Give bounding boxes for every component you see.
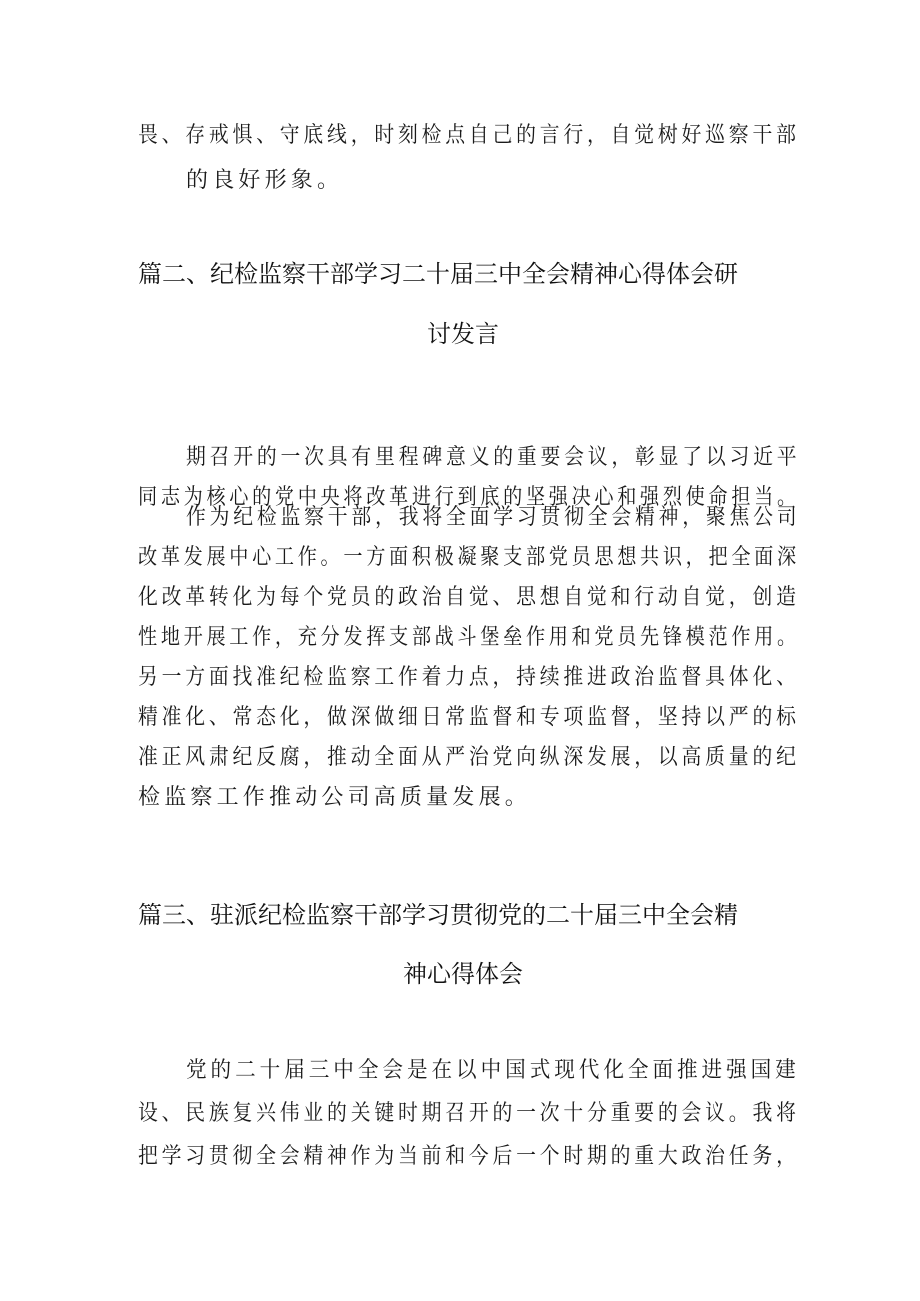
section2-para2-line-8: 检监察工作推动公司高质量发展。 [138,785,532,810]
section2-para1-line-2: 同志为核心的党中央将改革进行到底的坚强决心和强烈使命担当。 [138,485,800,510]
section2-title-line-2: 讨发言 [427,320,499,348]
section2-para2-line-5: 另一方面找准纪检监察工作着力点，持续推进政治监督具体化、 [138,665,800,690]
section2-para2-line-4: 性地开展工作，充分发挥支部战斗堡垒作用和党员先锋模范作用。 [138,625,800,650]
section2-para2-line-1: 作为纪检监察干部，我将全面学习贯彻全会精神，聚焦公司 [186,505,801,530]
section2-para1-line-1: 期召开的一次具有里程碑意义的重要会议，彰显了以习近平 [186,445,801,470]
section2-para2-line-2: 改革发展中心工作。一方面积极凝聚支部党员思想共识，把全面深 [138,545,800,570]
section3-title-line-2: 神心得体会 [403,960,523,988]
section2-para2-line-6: 精准化、常态化，做深做细日常监督和专项监督，坚持以严的标 [138,705,800,730]
intro-line-2: 的良好形象。 [186,168,344,193]
section2-para2-line-3: 化改革转化为每个党员的政治自觉、思想自觉和行动自觉，创造 [138,585,800,610]
section3-title-line-1: 篇三、驻派纪检监察干部学习贯彻党的二十届三中全会精 [138,901,738,929]
section2-title-line-1: 篇二、纪检监察干部学习二十届三中全会精神心得体会研 [138,260,738,288]
section3-para1-line-3: 把学习贯彻全会精神作为当前和今后一个时期的重大政治任务， [138,1144,800,1169]
intro-line-1: 畏、存戒惧、守底线，时刻检点自己的言行，自觉树好巡察干部 [138,123,800,148]
section2-para2-line-7: 准正风肃纪反腐，推动全面从严治党向纵深发展，以高质量的纪 [138,745,800,770]
section3-para1-line-1: 党的二十届三中全会是在以中国式现代化全面推进强国建 [186,1058,800,1083]
section3-para1-line-2: 设、民族复兴伟业的关键时期召开的一次十分重要的会议。我将 [138,1101,800,1126]
